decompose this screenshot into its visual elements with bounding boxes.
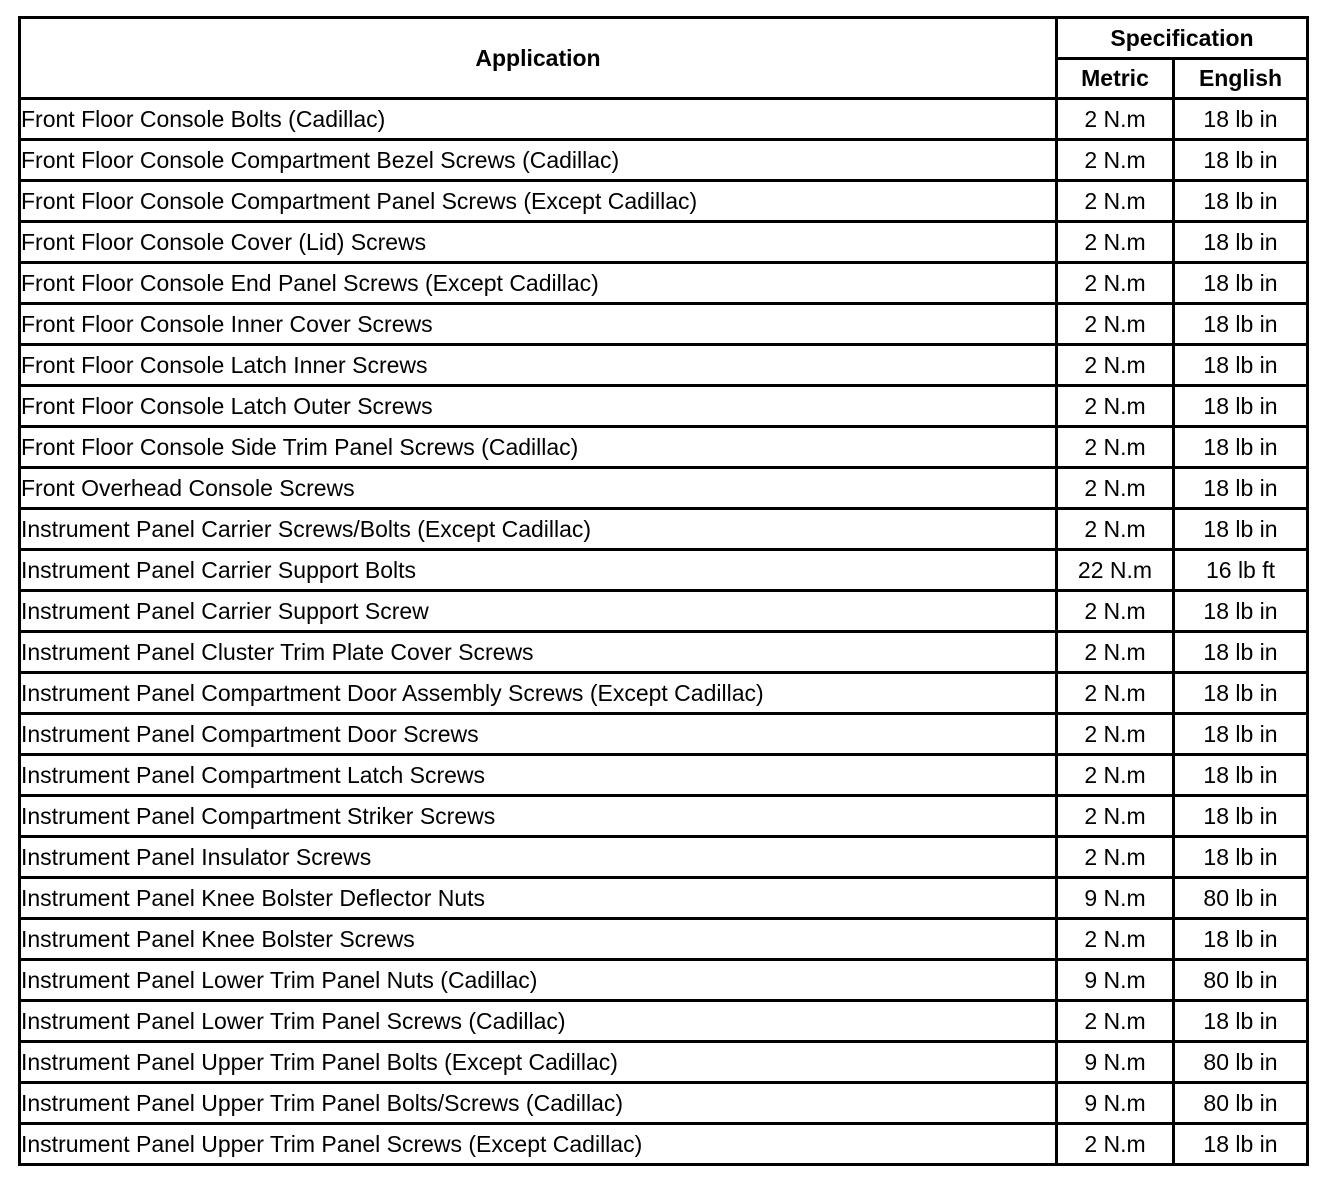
table-row (20, 632, 1308, 673)
metric-cell: 9 N.m (1057, 878, 1174, 919)
application-cell: Instrument Panel Compartment Striker Screws (20, 796, 1057, 837)
english-cell: 80 lb in (1174, 1083, 1308, 1124)
application-cell: Front Floor Console Bolts (Cadillac) (20, 99, 1057, 140)
english-cell: 18 lb in (1174, 1124, 1308, 1165)
application-cell: Front Floor Console End Panel Screws (Except Cadillac) (20, 263, 1057, 304)
application-cell: Front Floor Console Inner Cover Screws (20, 304, 1057, 345)
english-cell: 18 lb in (1174, 1001, 1308, 1042)
application-cell: Instrument Panel Carrier Screws/Bolts (Except Cadillac) (20, 509, 1057, 550)
table-header (20, 18, 1308, 99)
application-header: Application (20, 18, 1057, 99)
table-row (20, 714, 1308, 755)
english-cell: 18 lb in (1174, 837, 1308, 878)
english-cell: 80 lb in (1174, 1042, 1308, 1083)
application-cell: Instrument Panel Compartment Latch Screws (20, 755, 1057, 796)
application-cell: Front Floor Console Compartment Bezel Screws (Cadillac) (20, 140, 1057, 181)
table-row (20, 673, 1308, 714)
table-row (20, 591, 1308, 632)
metric-cell: 9 N.m (1057, 1042, 1174, 1083)
application-cell: Front Floor Console Cover (Lid) Screws (20, 222, 1057, 263)
metric-cell: 2 N.m (1057, 1001, 1174, 1042)
application-cell: Front Overhead Console Screws (20, 468, 1057, 509)
metric-cell: 2 N.m (1057, 140, 1174, 181)
metric-cell: 2 N.m (1057, 1124, 1174, 1165)
table-row (20, 796, 1308, 837)
table-row (20, 468, 1308, 509)
metric-cell: 2 N.m (1057, 99, 1174, 140)
application-cell: Instrument Panel Carrier Support Screw (20, 591, 1057, 632)
table-row (20, 1083, 1308, 1124)
english-cell: 18 lb in (1174, 263, 1308, 304)
specification-header: Specification (1057, 18, 1308, 59)
english-header: English (1174, 59, 1308, 99)
english-cell: 18 lb in (1174, 345, 1308, 386)
table-row (20, 878, 1308, 919)
table-row (20, 509, 1308, 550)
table-row (20, 304, 1308, 345)
metric-cell: 2 N.m (1057, 919, 1174, 960)
english-cell: 18 lb in (1174, 591, 1308, 632)
metric-cell: 2 N.m (1057, 263, 1174, 304)
metric-cell: 22 N.m (1057, 550, 1174, 591)
table-row (20, 755, 1308, 796)
application-cell: Instrument Panel Cluster Trim Plate Cover Screws (20, 632, 1057, 673)
metric-cell: 2 N.m (1057, 386, 1174, 427)
english-cell: 18 lb in (1174, 222, 1308, 263)
application-cell: Front Floor Console Latch Inner Screws (20, 345, 1057, 386)
application-cell: Instrument Panel Knee Bolster Screws (20, 919, 1057, 960)
english-cell: 18 lb in (1174, 304, 1308, 345)
fastener-specification-table (18, 16, 1309, 1166)
table-row (20, 181, 1308, 222)
metric-cell: 2 N.m (1057, 181, 1174, 222)
metric-cell: 2 N.m (1057, 468, 1174, 509)
application-cell: Front Floor Console Latch Outer Screws (20, 386, 1057, 427)
english-cell: 80 lb in (1174, 960, 1308, 1001)
english-cell: 16 lb ft (1174, 550, 1308, 591)
table-row (20, 837, 1308, 878)
metric-cell: 2 N.m (1057, 427, 1174, 468)
table-row (20, 222, 1308, 263)
application-cell: Instrument Panel Compartment Door Screws (20, 714, 1057, 755)
metric-cell: 9 N.m (1057, 1083, 1174, 1124)
application-cell: Instrument Panel Lower Trim Panel Nuts (Cadillac) (20, 960, 1057, 1001)
english-cell: 18 lb in (1174, 919, 1308, 960)
application-cell: Instrument Panel Compartment Door Assembly Screws (Except Cadillac) (20, 673, 1057, 714)
table-row (20, 550, 1308, 591)
metric-cell: 2 N.m (1057, 837, 1174, 878)
metric-cell: 2 N.m (1057, 509, 1174, 550)
table-row (20, 919, 1308, 960)
application-cell: Instrument Panel Upper Trim Panel Bolts (Except Cadillac) (20, 1042, 1057, 1083)
metric-cell: 2 N.m (1057, 304, 1174, 345)
table-row (20, 345, 1308, 386)
table-row (20, 386, 1308, 427)
table-row (20, 960, 1308, 1001)
english-cell: 18 lb in (1174, 427, 1308, 468)
metric-cell: 2 N.m (1057, 632, 1174, 673)
table-row (20, 99, 1308, 140)
application-cell: Front Floor Console Side Trim Panel Screws (Cadillac) (20, 427, 1057, 468)
english-cell: 18 lb in (1174, 509, 1308, 550)
application-cell: Instrument Panel Upper Trim Panel Bolts/Screws (Cadillac) (20, 1083, 1057, 1124)
english-cell: 18 lb in (1174, 99, 1308, 140)
header-row-top (20, 18, 1308, 59)
metric-header: Metric (1057, 59, 1174, 99)
application-cell: Instrument Panel Lower Trim Panel Screws (Cadillac) (20, 1001, 1057, 1042)
english-cell: 80 lb in (1174, 878, 1308, 919)
english-cell: 18 lb in (1174, 140, 1308, 181)
metric-cell: 2 N.m (1057, 222, 1174, 263)
application-cell: Front Floor Console Compartment Panel Screws (Except Cadillac) (20, 181, 1057, 222)
metric-cell: 2 N.m (1057, 591, 1174, 632)
english-cell: 18 lb in (1174, 181, 1308, 222)
metric-cell: 2 N.m (1057, 755, 1174, 796)
english-cell: 18 lb in (1174, 796, 1308, 837)
english-cell: 18 lb in (1174, 673, 1308, 714)
metric-cell: 2 N.m (1057, 714, 1174, 755)
english-cell: 18 lb in (1174, 386, 1308, 427)
english-cell: 18 lb in (1174, 755, 1308, 796)
metric-cell: 9 N.m (1057, 960, 1174, 1001)
table-row (20, 263, 1308, 304)
english-cell: 18 lb in (1174, 714, 1308, 755)
table-row (20, 1124, 1308, 1165)
table-row (20, 1001, 1308, 1042)
metric-cell: 2 N.m (1057, 796, 1174, 837)
table-row (20, 1042, 1308, 1083)
application-cell: Instrument Panel Insulator Screws (20, 837, 1057, 878)
application-cell: Instrument Panel Knee Bolster Deflector Nuts (20, 878, 1057, 919)
table-row (20, 427, 1308, 468)
metric-cell: 2 N.m (1057, 673, 1174, 714)
application-cell: Instrument Panel Carrier Support Bolts (20, 550, 1057, 591)
english-cell: 18 lb in (1174, 632, 1308, 673)
application-cell: Instrument Panel Upper Trim Panel Screws (Except Cadillac) (20, 1124, 1057, 1165)
metric-cell: 2 N.m (1057, 345, 1174, 386)
table-body (20, 99, 1308, 1165)
table-row (20, 140, 1308, 181)
english-cell: 18 lb in (1174, 468, 1308, 509)
